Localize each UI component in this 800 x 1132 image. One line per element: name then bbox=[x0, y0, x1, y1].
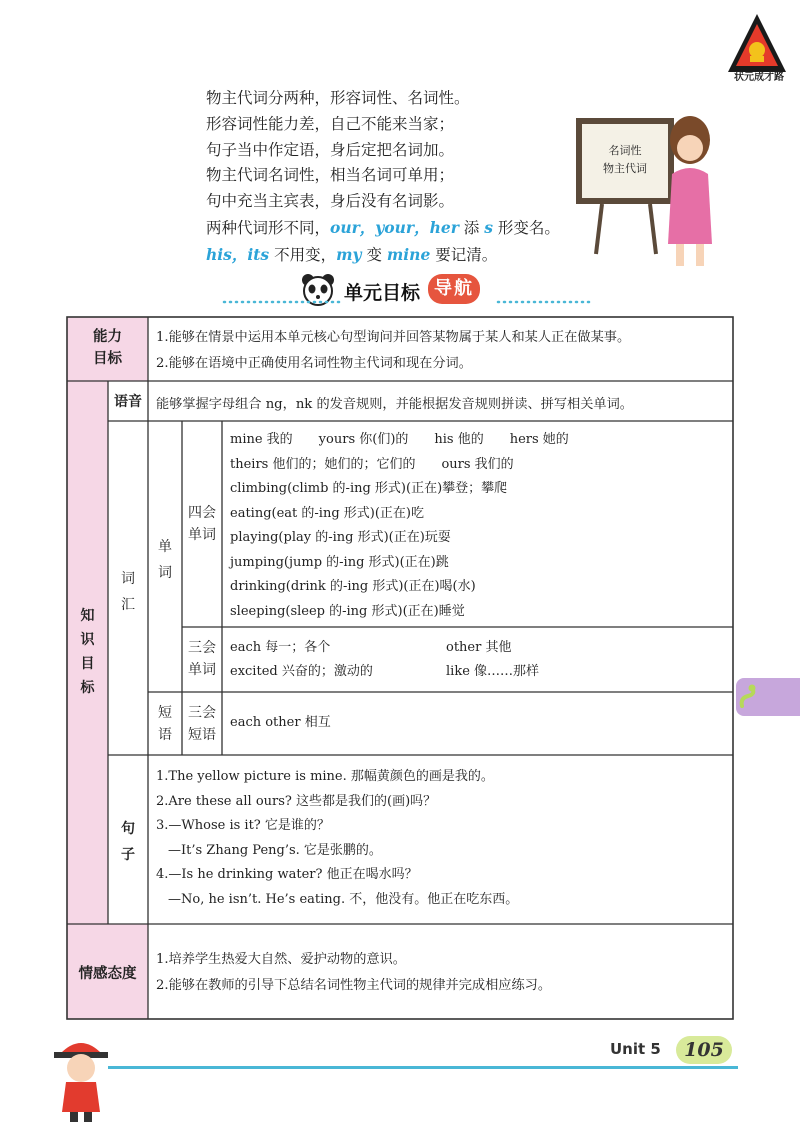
vocab-word-line: jumping(jump 的-ing 形式)(正在)跳 bbox=[230, 554, 449, 570]
ability-item: 1.能够在情景中运用本单元核心句型询问并回答某物属于某人和某人正在做某事。 bbox=[156, 330, 631, 345]
poem-text: 不用变， bbox=[269, 245, 337, 264]
poem-line: 句中充当主宾表，身后没有名词影。 bbox=[206, 192, 455, 211]
attitude-item: 1.培养学生热爱大自然、爱护动物的意识。 bbox=[156, 952, 406, 967]
four-skill-header bbox=[182, 502, 222, 546]
footer-rule bbox=[108, 1066, 738, 1069]
vocab-word-line: playing(play 的-ing 形式)(正在)玩耍 bbox=[230, 530, 451, 545]
poem-keyword: our，your，her bbox=[330, 217, 459, 237]
poem-text: 变 bbox=[361, 245, 387, 264]
knowledge-header-char: 标 bbox=[80, 680, 95, 696]
vocab-word-line: sleeping(sleep 的-ing 形式)(正在)睡觉 bbox=[230, 603, 465, 619]
sentences-header-char: 句 bbox=[121, 821, 135, 837]
four-skill-header-line: 四会 bbox=[188, 505, 216, 521]
unit-label: Unit 5 bbox=[610, 1040, 661, 1058]
phrase-item: each other 相互 bbox=[230, 715, 331, 730]
poem-text: 添 bbox=[458, 218, 485, 237]
three-skill-word: excited 兴奋的；激动的 bbox=[230, 664, 373, 679]
attitude-header: 情感态度 bbox=[78, 966, 137, 982]
ability-header bbox=[67, 326, 148, 370]
vocab-word-line: eating(eat 的-ing 形式)(正在)吃 bbox=[230, 505, 424, 521]
section-title: 单元目标 bbox=[344, 282, 421, 304]
phrase-header-char: 语 bbox=[158, 727, 172, 743]
words-header bbox=[148, 534, 182, 586]
poem-line: 句子当中作定语，身后定把名词加。 bbox=[206, 140, 455, 159]
sentences-header-char: 子 bbox=[121, 847, 135, 863]
poem-line: 形容词性能力差，自己不能来当家； bbox=[206, 114, 455, 133]
knowledge-header bbox=[67, 604, 108, 700]
knowledge-header-char: 识 bbox=[80, 632, 95, 648]
sentence-list bbox=[156, 765, 518, 912]
three-skill-word: like 像……那样 bbox=[446, 664, 540, 679]
vocab-header-char: 汇 bbox=[121, 597, 135, 613]
ability-header-line: 能力 bbox=[93, 329, 122, 345]
three-skill-word: other 其他 bbox=[446, 640, 512, 655]
vocab-word-line: climbing(climb 的-ing 形式)(正在)攀登；攀爬 bbox=[230, 481, 508, 496]
vocab-word-line: mine 我的 yours 你(们)的 his 他的 hers 她的 bbox=[230, 432, 569, 447]
sentence-line: 2.Are these all ours? 这些都是我们的(画)吗？ bbox=[156, 793, 437, 809]
words-header-char: 词 bbox=[158, 565, 172, 581]
poem-keyword: mine bbox=[386, 244, 431, 264]
sentence-line: 4.—Is he drinking water? 他正在喝水吗？ bbox=[156, 867, 418, 882]
three-skill-header bbox=[182, 637, 222, 681]
sentences-header bbox=[108, 816, 148, 868]
phonetics-header: 语音 bbox=[114, 394, 142, 410]
poem-text: 要记清。 bbox=[430, 245, 498, 264]
phrase-three-header-line: 三会 bbox=[188, 705, 216, 721]
board-line-2: 物主代词 bbox=[603, 162, 647, 175]
poem-keyword: s bbox=[484, 217, 493, 237]
ability-item: 2.能够在语境中正确使用名词性物主代词和现在分词。 bbox=[156, 356, 472, 371]
sentence-line: —No, he isn’t. He’s eating. 不，他没有。他正在吃东西。 bbox=[168, 891, 519, 907]
sentence-line: 3.—Whose is it? 它是谁的？ bbox=[156, 818, 330, 833]
poem-keyword: his，its bbox=[206, 244, 270, 264]
three-skill-word: each 每一；各个 bbox=[230, 640, 331, 655]
mascot-illustration bbox=[50, 1032, 112, 1124]
sentence-line: —It’s Zhang Peng’s. 它是张鹏的。 bbox=[168, 842, 382, 858]
four-skill-header-line: 单词 bbox=[188, 527, 216, 543]
three-skill-header-line: 三会 bbox=[188, 640, 216, 656]
page-number: 105 bbox=[676, 1036, 732, 1064]
vocab-word-line: theirs 他们的；她们的；它们的 ours 我们的 bbox=[230, 456, 514, 472]
attitude-item: 2.能够在教师的引导下总结名词性物主代词的规律并完成相应练习。 bbox=[156, 978, 552, 993]
poem-line: 物主代词名词性，相当名词可单用； bbox=[206, 166, 455, 185]
words-header-char: 单 bbox=[158, 539, 172, 555]
poem-line: 物主代词分两种，形容词性、名词性。 bbox=[206, 89, 470, 107]
section-badge: 导航 bbox=[428, 274, 480, 304]
vocab-header-char: 词 bbox=[121, 571, 135, 587]
phrase-three-header-line: 短语 bbox=[188, 727, 216, 743]
board-line-1: 名词性 bbox=[608, 144, 642, 157]
phrase-header bbox=[148, 702, 182, 746]
sentence-line: 1.The yellow picture is mine. 那幅黄颜色的画是我的。 bbox=[156, 769, 494, 784]
snake-icon bbox=[738, 684, 762, 710]
poem-text: 两种代词形不同， bbox=[206, 218, 331, 237]
three-skill-header-line: 单词 bbox=[188, 662, 216, 678]
vocab-header bbox=[108, 566, 148, 618]
phrase-header-char: 短 bbox=[158, 705, 172, 721]
vocab-word-line: drinking(drink 的-ing 形式)(正在)喝(水) bbox=[230, 579, 476, 594]
knowledge-header-char: 目 bbox=[80, 656, 95, 672]
phrase-three-header bbox=[182, 702, 222, 746]
four-skill-words bbox=[230, 428, 569, 624]
poem-keyword: my bbox=[336, 244, 362, 264]
knowledge-header-char: 知 bbox=[80, 608, 95, 624]
logo-text: 状元成才路 bbox=[734, 72, 784, 83]
poem-text: 形变名。 bbox=[492, 218, 560, 237]
phonetics-text: 能够掌握字母组合 ng，nk 的发音规则，并能根据发音规则拼读、拼写相关单词。 bbox=[156, 397, 633, 412]
ability-header-line: 目标 bbox=[93, 351, 122, 367]
